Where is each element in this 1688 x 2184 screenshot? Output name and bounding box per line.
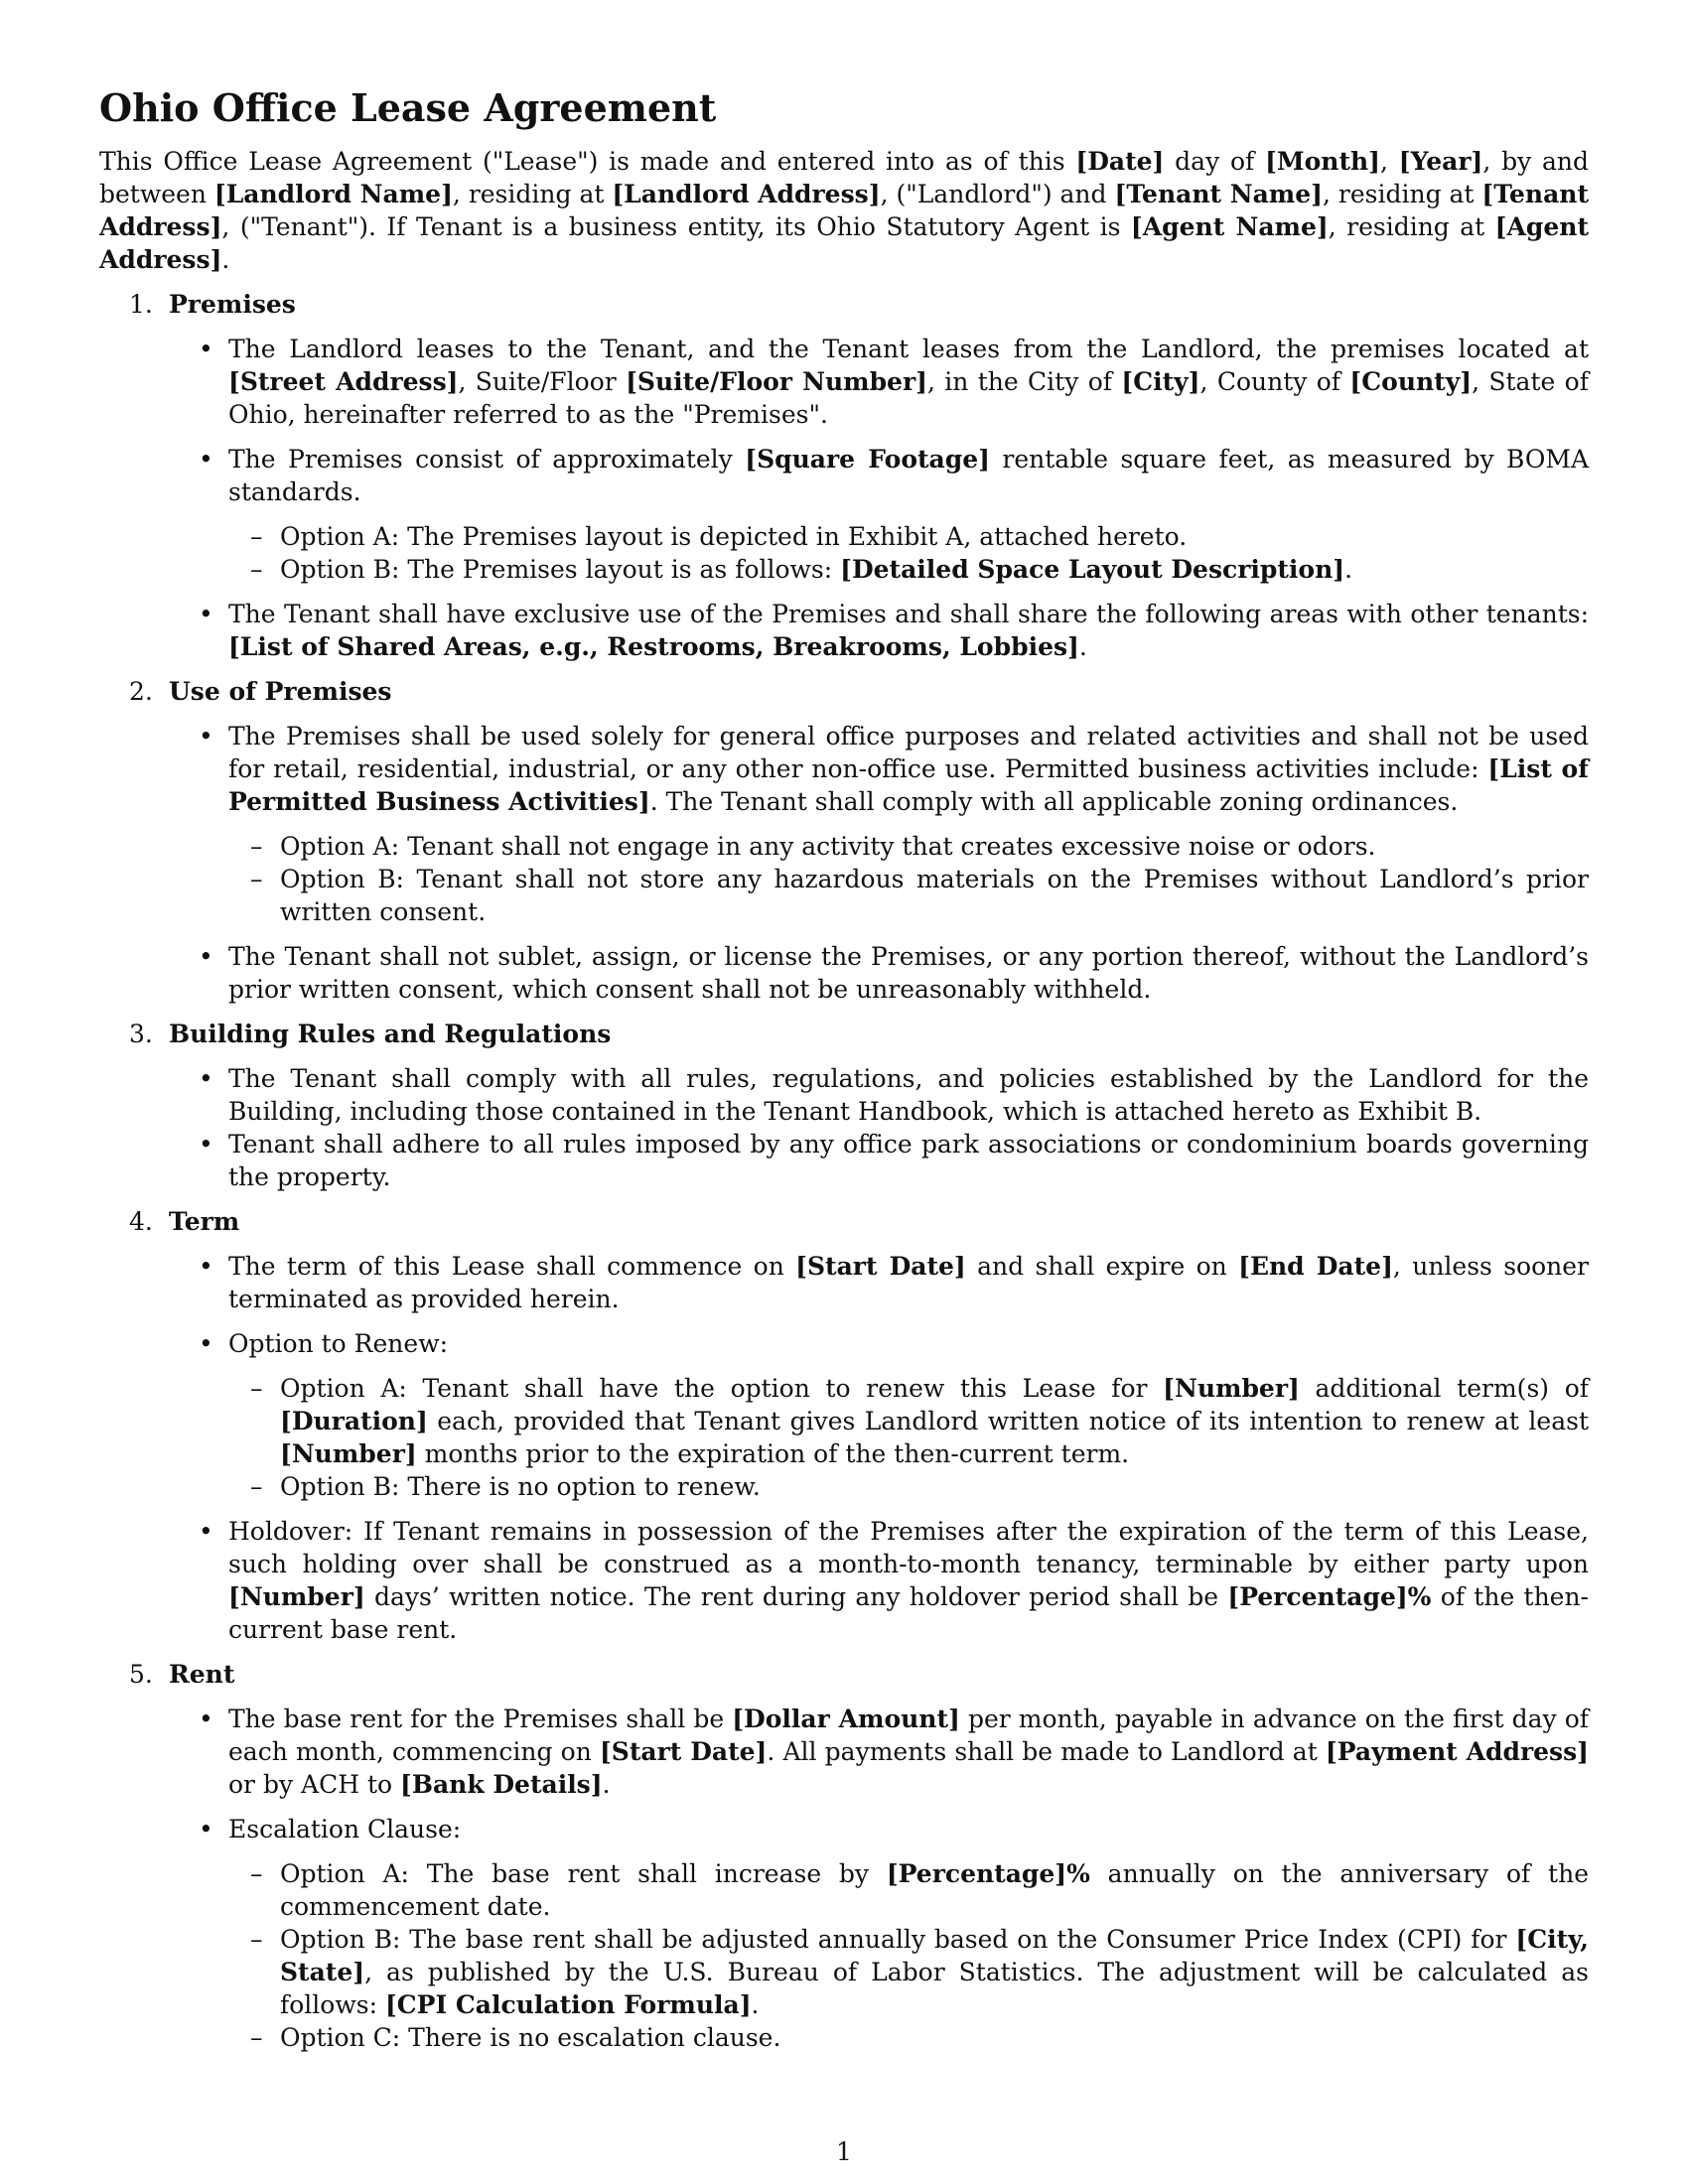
text-run: , residing at <box>1328 212 1495 241</box>
bullet-text <box>228 335 1589 429</box>
option-list <box>228 1857 1589 2054</box>
text-run: , unless sooner terminated as provided herein. <box>228 1252 1589 1313</box>
dash-marker: – <box>250 832 263 861</box>
text-run: per month, payable in advance on the first day of each month, commencing on <box>228 1705 1590 1766</box>
bullet-marker: • <box>199 1705 213 1733</box>
text-run: The Premises shall be used solely for general office purposes and related activities and shall not be used for retail, residential, industrial, or any other non-office use. Permitted business activities include: <box>228 722 1589 783</box>
placeholder-field: [CPI Calculation Formula] <box>384 1990 752 2019</box>
bullet-marker: • <box>199 722 213 751</box>
text-run: Option B: Tenant shall not store any hazardous materials on the Premises without Landlord’s prior written consent. <box>280 865 1589 926</box>
text-run: . <box>602 1770 611 1799</box>
bullet-marker: • <box>199 445 213 474</box>
text-run: Option C: There is no escalation clause. <box>280 2023 781 2052</box>
placeholder-field: [Bank Details] <box>400 1770 603 1799</box>
text-run: , <box>1380 147 1399 176</box>
text-run: annually on the anniversary of the commencement date. <box>280 1859 1589 1921</box>
option-list <box>228 830 1589 928</box>
bullet-text <box>228 1130 1589 1191</box>
dash-marker: – <box>250 2023 263 2052</box>
bullet-item <box>169 1250 1589 1315</box>
bullet-text <box>228 445 1589 506</box>
section-title: Use of Premises <box>169 677 392 706</box>
page-number: 1 <box>836 2137 852 2166</box>
bullet-marker: • <box>199 1252 213 1281</box>
placeholder-field: [Month] <box>1265 147 1380 176</box>
placeholder-field: [Payment Address] <box>1325 1737 1590 1766</box>
bullet-marker: • <box>199 1517 213 1546</box>
option-item <box>228 1470 1589 1503</box>
text-run: This Office Lease Agreement ("Lease") is made and entered into as of this <box>99 147 1076 176</box>
text-run: and shall expire on <box>965 1252 1239 1281</box>
text-run: , residing at <box>452 180 613 208</box>
bullet-marker: • <box>199 1329 213 1358</box>
section-number: 5. <box>129 1660 153 1689</box>
bullet-item <box>169 598 1589 663</box>
section-number: 1. <box>129 290 153 319</box>
bullet-marker: • <box>199 335 213 363</box>
section-number: 3. <box>129 1020 153 1048</box>
text-run: , residing at <box>1323 180 1482 208</box>
text-run: , ("Landlord") and <box>880 180 1115 208</box>
bullet-list <box>169 720 1589 1006</box>
text-run: , by and between <box>99 147 1589 208</box>
dash-marker: – <box>250 555 263 584</box>
section-title: Premises <box>169 290 296 319</box>
placeholder-field: [Percentage]% <box>1227 1582 1432 1611</box>
text-run: months prior to the expiration of the then-current term. <box>416 1439 1130 1468</box>
text-run: The Premises consist of approximately <box>228 445 746 474</box>
text-run: Option A: The Premises layout is depicted in Exhibit A, attached hereto. <box>280 522 1188 551</box>
text-run: Escalation Clause: <box>228 1815 462 1843</box>
section <box>99 1018 1589 1193</box>
bullet-item <box>169 720 1589 928</box>
placeholder-field: [Dollar Amount] <box>732 1705 960 1733</box>
text-run: . The Tenant shall comply with all applicable zoning ordinances. <box>649 787 1459 816</box>
bullet-text <box>228 1329 448 1358</box>
placeholder-field: [Tenant Name] <box>1114 180 1323 208</box>
option-item <box>228 830 1589 863</box>
placeholder-field: [Landlord Address] <box>612 180 881 208</box>
text-run: . <box>1078 632 1087 661</box>
option-list <box>228 520 1589 586</box>
text-run: , ("Tenant"). If Tenant is a business entity, its Ohio Statutory Agent is <box>221 212 1131 241</box>
placeholder-field: [Tenant Address] <box>99 180 1589 241</box>
text-run: , State of Ohio, hereinafter referred to as the "Premises". <box>228 367 1589 429</box>
text-run: Option to Renew: <box>228 1329 449 1358</box>
bullet-list <box>169 1062 1589 1193</box>
placeholder-field: [End Date] <box>1238 1252 1393 1281</box>
placeholder-field: [Date] <box>1075 147 1165 176</box>
section <box>99 288 1589 663</box>
bullet-text <box>228 1252 1589 1313</box>
placeholder-field: [Agent Address] <box>99 212 1589 274</box>
bullet-item <box>169 1703 1589 1801</box>
placeholder-field: [Percentage]% <box>886 1859 1090 1888</box>
bullet-text <box>228 1705 1589 1799</box>
bullet-text <box>228 1517 1589 1644</box>
bullet-list <box>169 1703 1589 2054</box>
placeholder-field: [Number] <box>280 1439 417 1468</box>
option-item <box>228 1372 1589 1470</box>
text-run: day of <box>1164 147 1266 176</box>
placeholder-field: [Start Date] <box>795 1252 966 1281</box>
placeholder-field: [Start Date] <box>599 1737 768 1766</box>
text-run: , County of <box>1199 367 1350 396</box>
placeholder-field: [Number] <box>228 1582 365 1611</box>
text-run: The Tenant shall comply with all rules, regulations, and policies established by the Landlord for the Building, including those contained in the Tenant Handbook, which is attached hereto as Exhibit B. <box>228 1064 1589 1126</box>
text-run: , as published by the U.S. Bureau of Labor Statistics. The adjustment will be calculated as follows: <box>280 1958 1589 2019</box>
placeholder-field: [City, State] <box>280 1925 1589 1986</box>
bullet-item <box>169 333 1589 431</box>
bullet-text <box>228 722 1589 816</box>
text-run: . <box>751 1990 760 2019</box>
text-run: . All payments shall be made to Landlord at <box>767 1737 1326 1766</box>
placeholder-field: [Number] <box>1163 1374 1300 1403</box>
placeholder-field: [Detailed Space Layout Description] <box>840 555 1345 584</box>
bullet-item <box>169 443 1589 586</box>
text-run: Tenant shall adhere to all rules imposed by any office park associations or condominium boards governing the property. <box>228 1130 1589 1191</box>
section-title: Building Rules and Regulations <box>169 1020 612 1048</box>
text-run: Option B: There is no option to renew. <box>280 1472 761 1501</box>
placeholder-field: [List of Shared Areas, e.g., Restrooms, Breakrooms, Lobbies] <box>228 632 1079 661</box>
section-number: 2. <box>129 677 153 706</box>
placeholder-field: [Year] <box>1398 147 1483 176</box>
text-run: The term of this Lease shall commence on <box>228 1252 796 1281</box>
text-run: Option A: Tenant shall have the option to renew this Lease for <box>280 1374 1164 1403</box>
placeholder-field: [City] <box>1121 367 1200 396</box>
section <box>99 1658 1589 2054</box>
bullet-item <box>169 1062 1589 1128</box>
text-run: The base rent for the Premises shall be <box>228 1705 733 1733</box>
text-run: Holdover: If Tenant remains in possession of the Premises after the expiration of the term of this Lease, such holding over shall be construed as a month-to-month tenancy, terminable by either party upon <box>228 1517 1589 1578</box>
bullet-list <box>169 333 1589 663</box>
text-run: The Tenant shall not sublet, assign, or license the Premises, or any portion thereof, without the Landlord’s prior written consent, which consent shall not be unreasonably withheld. <box>228 942 1589 1004</box>
text-run: rentable square feet, as measured by BOMA standards. <box>228 445 1589 506</box>
text-run: each, provided that Tenant gives Landlord written notice of its intention to renew at least <box>427 1407 1589 1435</box>
text-run: The Landlord leases to the Tenant, and the Tenant leases from the Landlord, the premises located at <box>228 335 1589 363</box>
dash-marker: – <box>250 1925 263 1954</box>
bullet-item <box>169 940 1589 1006</box>
text-run: days’ written notice. The rent during any holdover period shall be <box>364 1582 1228 1611</box>
option-item <box>228 863 1589 928</box>
section-number: 4. <box>129 1207 153 1236</box>
dash-marker: – <box>250 1374 263 1403</box>
text-run: The Tenant shall have exclusive use of the Premises and shall share the following areas with other tenants: <box>228 600 1589 628</box>
intro-paragraph <box>99 145 1589 276</box>
bullet-list <box>169 1250 1589 1646</box>
dash-marker: – <box>250 1472 263 1501</box>
bullet-marker: • <box>199 600 213 628</box>
bullet-item <box>169 1813 1589 2054</box>
bullet-text <box>228 600 1589 661</box>
placeholder-field: [List of Permitted Business Activities] <box>228 754 1589 816</box>
bullet-text <box>228 942 1589 1004</box>
section <box>99 675 1589 1006</box>
bullet-marker: • <box>199 942 213 971</box>
text-run: . <box>221 245 230 274</box>
text-run: of the then-current base rent. <box>228 1582 1590 1644</box>
placeholder-field: [Street Address] <box>228 367 459 396</box>
document-page <box>99 83 1589 2066</box>
section-title: Term <box>169 1207 240 1236</box>
text-run: , Suite/Floor <box>458 367 627 396</box>
text-run: . <box>1344 555 1353 584</box>
bullet-marker: • <box>199 1064 213 1093</box>
option-list <box>228 1372 1589 1503</box>
dash-marker: – <box>250 1859 263 1888</box>
placeholder-field: [Duration] <box>280 1407 428 1435</box>
option-item <box>228 1857 1589 1923</box>
bullet-text <box>228 1815 461 1843</box>
section-title: Rent <box>169 1660 235 1689</box>
placeholder-field: [Agent Name] <box>1130 212 1329 241</box>
bullet-marker: • <box>199 1130 213 1159</box>
text-run: Option A: The base rent shall increase by <box>280 1859 887 1888</box>
dash-marker: – <box>250 522 263 551</box>
text-run: or by ACH to <box>228 1770 400 1799</box>
placeholder-field: [County] <box>1349 367 1473 396</box>
section-list <box>99 288 1589 2054</box>
text-run: additional term(s) of <box>1299 1374 1589 1403</box>
option-item <box>228 520 1589 553</box>
bullet-item <box>169 1327 1589 1503</box>
section <box>99 1205 1589 1646</box>
placeholder-field: [Square Footage] <box>745 445 990 474</box>
document-title: Ohio Office Lease Agreement <box>99 85 717 130</box>
bullet-item <box>169 1128 1589 1193</box>
bullet-marker: • <box>199 1815 213 1843</box>
option-item <box>228 553 1589 586</box>
placeholder-field: [Suite/Floor Number] <box>626 367 927 396</box>
text-run: Option A: Tenant shall not engage in any activity that creates excessive noise or odors. <box>280 832 1376 861</box>
option-item <box>228 1923 1589 2021</box>
bullet-item <box>169 1515 1589 1646</box>
option-item <box>228 2021 1589 2054</box>
bullet-text <box>228 1064 1589 1126</box>
placeholder-field: [Landlord Name] <box>213 180 453 208</box>
text-run: Option B: The base rent shall be adjusted annually based on the Consumer Price Index (CPI) for <box>280 1925 1516 1954</box>
text-run: , in the City of <box>926 367 1122 396</box>
text-run: Option B: The Premises layout is as follows: <box>280 555 841 584</box>
dash-marker: – <box>250 865 263 893</box>
